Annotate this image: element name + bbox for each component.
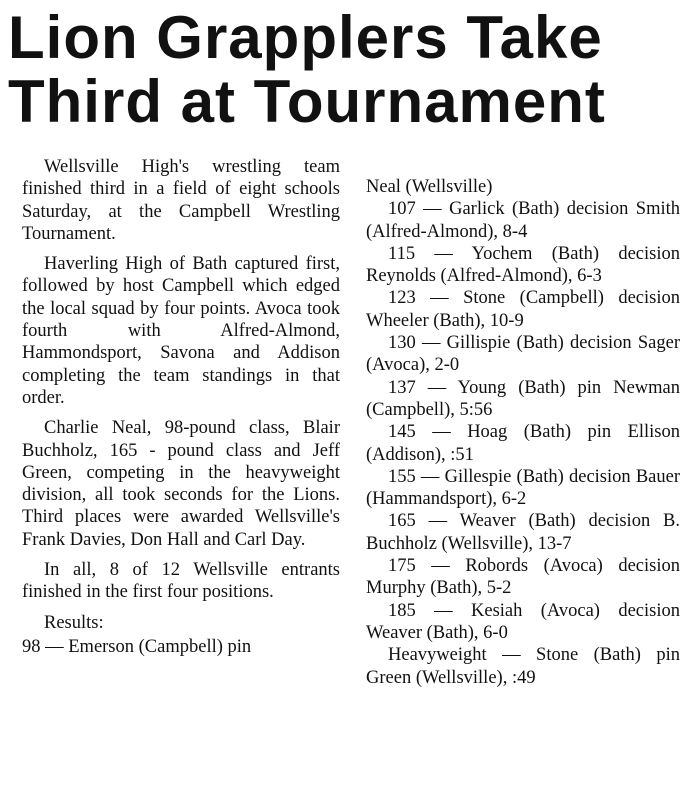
result-155: 155 — Gillespie (Bath) decision Bauer (Hammandsport), 6-2 — [366, 466, 680, 510]
article-right-column — [366, 176, 680, 689]
headline-line-2: Third at Tournament — [8, 68, 606, 135]
result-145: 145 — Hoag (Bath) pin Ellison (Addison), :51 — [366, 422, 680, 465]
paragraph-intro: Wellsville High's wrestling team finished third in a field of eight schools Saturday, at the Campbell Wrestling Tournament. — [22, 157, 340, 244]
result-123: 123 — Stone (Campbell) decision Wheeler (Bath), 10-9 — [366, 288, 680, 331]
result-130: 130 — Gillispie (Bath) decision Sager (Avoca), 2-0 — [366, 333, 680, 376]
result-165: 165 — Weaver (Bath) decision B. Buchholz (Wellsville), 13-7 — [366, 511, 680, 554]
paragraph-summary: In all, 8 of 12 Wellsville entrants finished in the first four positions. — [22, 560, 340, 603]
results-heading: Results: — [44, 612, 104, 633]
headline — [8, 6, 692, 134]
headline-line-1: Lion Grapplers Take — [8, 4, 603, 71]
paragraph-standings: Haverling High of Bath captured first, followed by host Campbell which edged the local squad by four points. Avoca took fourth with Alfred-Almond, Hammondsport, Savona and Addison completing the team standings in that order. — [22, 254, 340, 408]
result-heavyweight: Heavyweight — Stone (Bath) pin Green (Wellsville), :49 — [366, 645, 680, 688]
result-137: 137 — Young (Bath) pin Newman (Campbell), 5:56 — [366, 377, 680, 420]
result-115: 115 — Yochem (Bath) decision Reynolds (Alfred-Almond), 6-3 — [366, 243, 680, 287]
result-98-continued: Neal (Wellsville) — [366, 177, 493, 197]
paragraph-seconds: Charlie Neal, 98-pound class, Blair Buchholz, 165 - pound class and Jeff Green, competing in the heavyweight division, all took seconds for the Lions. Third places were awarded Wellsville's Frank Davies, Don Hall and Carl Day. — [22, 418, 340, 550]
result-107: 107 — Garlick (Bath) decision Smith (Alfred-Almond), 8-4 — [366, 199, 680, 242]
result-175: 175 — Robords (Avoca) decision Murphy (Bath), 5-2 — [366, 556, 680, 599]
result-185: 185 — Kesiah (Avoca) decision Weaver (Bath), 6-0 — [366, 600, 680, 643]
result-98: 98 — Emerson (Campbell) pin — [22, 636, 252, 657]
article-left-column — [22, 156, 340, 658]
